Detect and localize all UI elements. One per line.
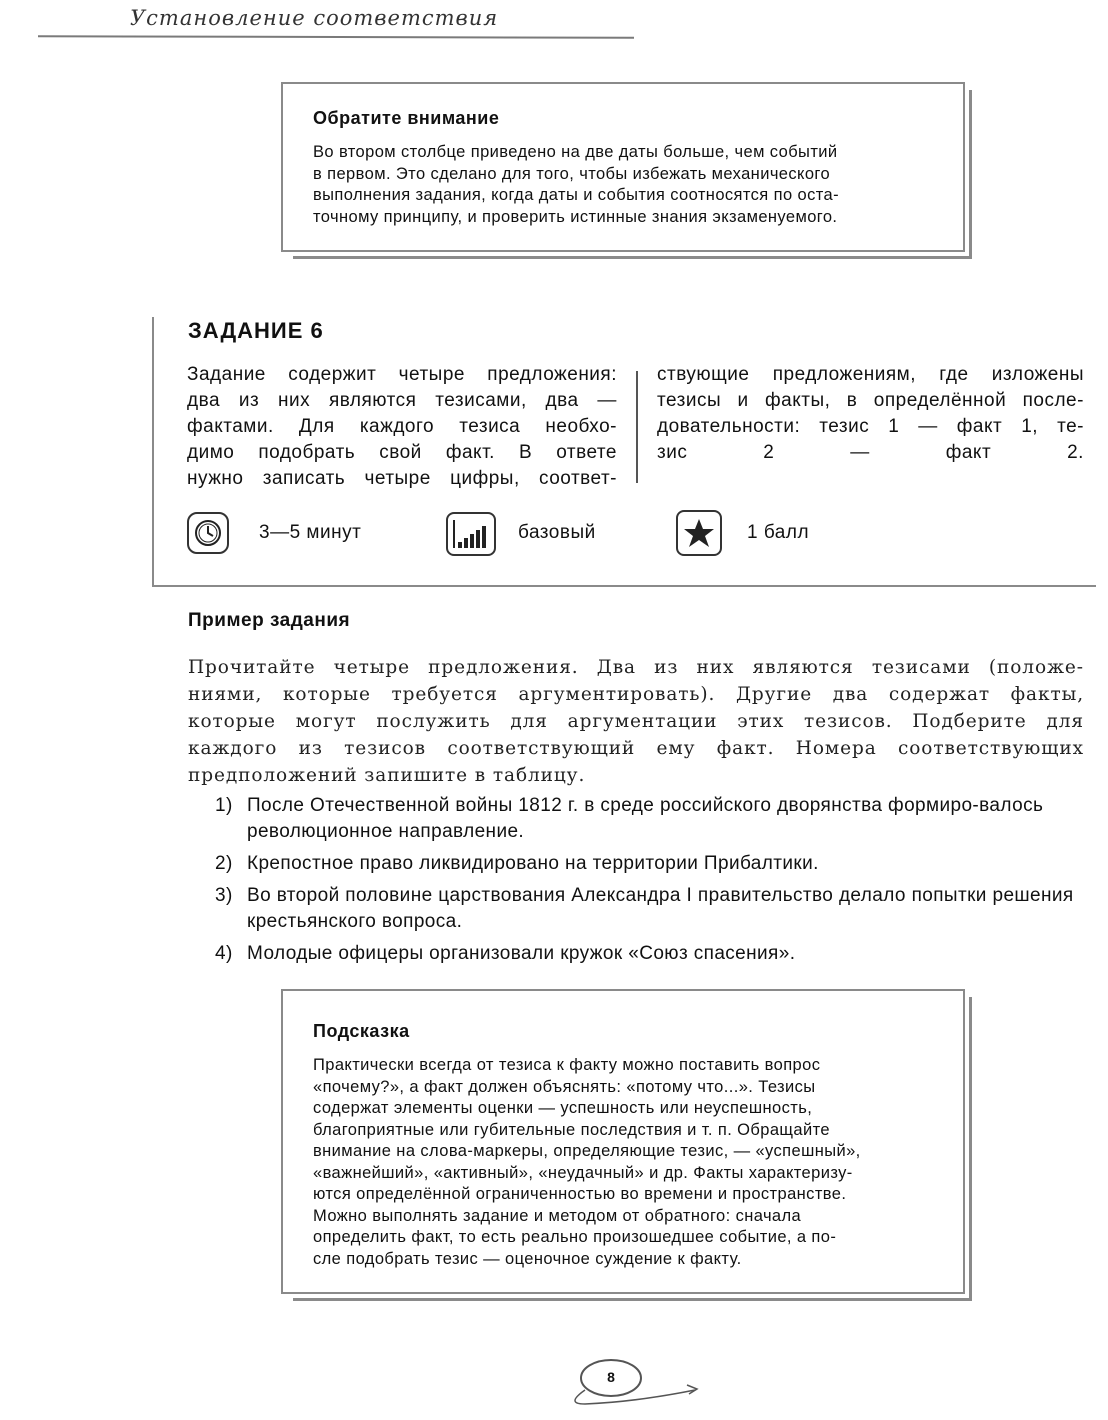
- list-item: [215, 883, 1085, 935]
- hint-line: «важнейший», «активный», «неудачный» и др. Факты характеризу-: [313, 1163, 853, 1182]
- hint-line: определить факт, то есть реально произошедшее событие, а по-: [313, 1228, 837, 1246]
- note-line: точному принципу, и проверить истинные знания экзаменуемого.: [313, 207, 838, 226]
- hint-line: сле подобрать тезис — оценочное суждение к факту.: [313, 1249, 742, 1268]
- item-number: 4): [215, 943, 233, 964]
- hint-line: Практически всегда от тезиса к факту можно поставить вопрос: [313, 1056, 821, 1074]
- clock-icon: [187, 512, 229, 554]
- task-description-right: [657, 362, 1084, 466]
- list-item: [215, 793, 1085, 845]
- running-title: Установление соответствия: [130, 6, 499, 30]
- task-line: димо подобрать свой факт. В ответе: [187, 442, 617, 463]
- header-rule: [38, 35, 634, 39]
- list-item: [215, 851, 1085, 877]
- task-line: ствующие предложениям, где изложены: [657, 364, 1084, 385]
- note-line: Во втором столбце приведено на две даты больше, чем событий: [313, 143, 838, 161]
- item-number: 1): [215, 795, 233, 816]
- task-description-left: [187, 362, 617, 492]
- hint-line: благоприятные или губительные последствия и т. п. Обращайте: [313, 1120, 830, 1139]
- sentence-list: [215, 793, 1085, 973]
- item-text: После Отечественной войны 1812 г. в среде российского дворянства формиро-валось революционное направление.: [247, 795, 1044, 842]
- note-text: [313, 142, 933, 228]
- task-line: два из них являются тезисами, два —: [187, 390, 617, 411]
- score-label: 1 балл: [747, 522, 810, 543]
- instruction-line: каждого из тезисов соответствующий ему факт. Номера соответствующих: [188, 738, 1084, 759]
- hint-title: Подсказка: [313, 1021, 410, 1041]
- task-line: Задание содержит четыре предложения:: [187, 364, 617, 385]
- task-line: нужно записать четыре цифры, соответ-: [187, 468, 617, 489]
- item-number: 3): [215, 885, 233, 906]
- note-line: выполнения задания, когда даты и события соотносятся по оста-: [313, 186, 839, 204]
- note-title: Обратите внимание: [313, 108, 500, 128]
- column-divider: [636, 371, 638, 483]
- instruction-line: ниями, которые требуется аргументировать). Другие два содержат факты,: [188, 684, 1084, 705]
- star-icon: [676, 510, 722, 556]
- level-label: базовый: [518, 522, 596, 543]
- task-line: тезисы и факты, в определённой после-: [657, 390, 1084, 411]
- page-swirl-icon: [545, 1352, 715, 1412]
- task-line: довательности: тезис 1 — факт 1, те-: [657, 416, 1084, 437]
- instruction-line: Прочитайте четыре предложения. Два из них являются тезисами (положе-: [188, 657, 1084, 678]
- example-title: Пример задания: [188, 610, 351, 631]
- hint-text: [313, 1055, 933, 1270]
- instruction-line: которые могут послужить для аргументации этих тезисов. Подберите для: [188, 711, 1084, 732]
- hint-line: внимание на слова-маркеры, определяющие тезис, — «успешный»,: [313, 1142, 861, 1160]
- hint-line: Можно выполнять задание и методом от обратного: сначала: [313, 1206, 802, 1225]
- task-line: фактами. Для каждого тезиса необхо-: [187, 416, 617, 437]
- hint-box: [281, 989, 965, 1294]
- note-line: в первом. Это сделано для того, чтобы избежать механического: [313, 164, 831, 183]
- item-text: Крепостное право ликвидировано на территории Прибалтики.: [247, 853, 819, 874]
- bar-chart-icon: [446, 512, 496, 556]
- item-text: Во второй половине царствования Александра I правительство делало попытки решения крестьянского вопроса.: [247, 885, 1074, 932]
- item-number: 2): [215, 853, 233, 874]
- example-instruction: [188, 654, 1084, 789]
- hint-line: содержат элементы оценки — успешность или неуспешность,: [313, 1099, 813, 1117]
- instruction-line: предположений запишите в таблицу.: [188, 765, 586, 786]
- task-line: зис 2 — факт 2.: [657, 442, 1084, 463]
- page-number: 8: [607, 1369, 615, 1385]
- item-text: Молодые офицеры организовали кружок «Союз спасения».: [247, 943, 796, 964]
- task-title: ЗАДАНИЕ 6: [188, 318, 324, 343]
- hint-line: «почему?», а факт должен объяснять: «потому что...». Тезисы: [313, 1077, 816, 1096]
- time-label: 3—5 минут: [259, 522, 362, 543]
- note-box: [281, 82, 965, 252]
- list-item: [215, 941, 1085, 967]
- hint-line: ются определённой ограниченностью во времени и пространстве.: [313, 1185, 847, 1203]
